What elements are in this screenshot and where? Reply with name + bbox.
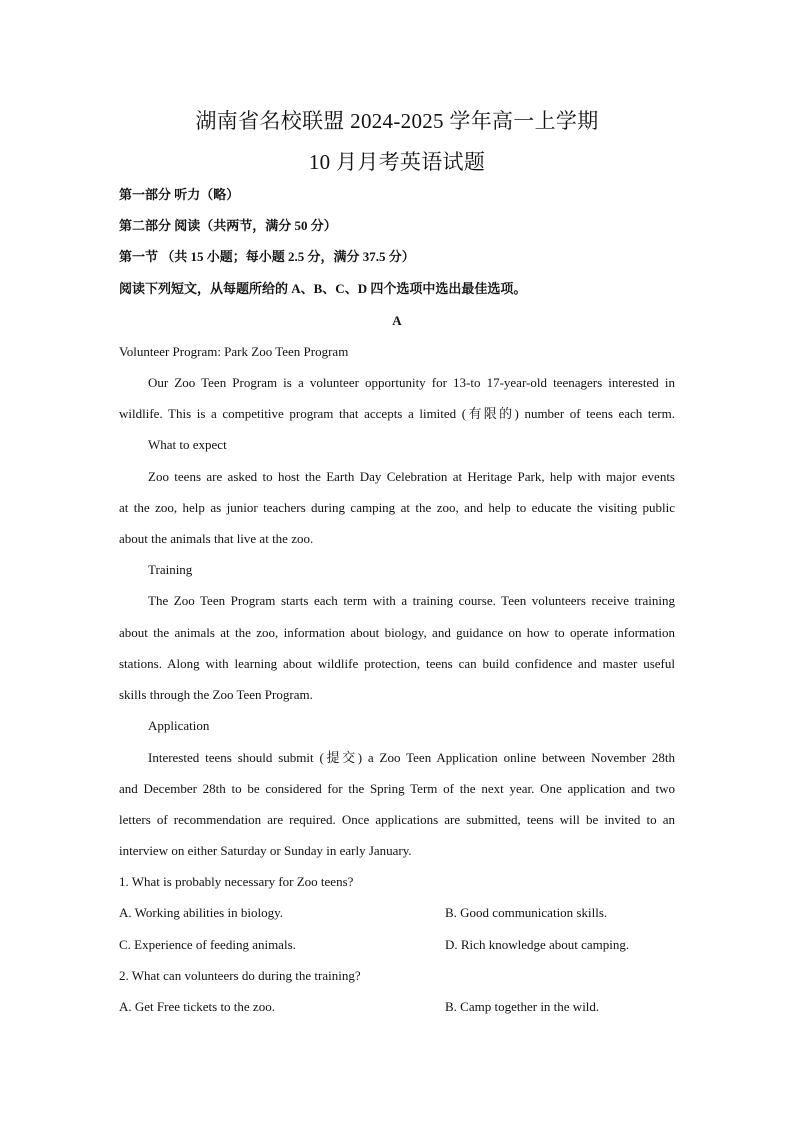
paragraph-line: stations. Along with learning about wildlife protection, teens can build confidence and master useful	[119, 656, 675, 671]
reading-instruction: 阅读下列短文，从每题所给的 A、B、C、D 四个选项中选出最佳选项。	[119, 281, 527, 296]
part2-heading: 第二部分 阅读（共两节，满分 50 分）	[119, 218, 337, 233]
question-1-stem: 1. What is probably necessary for Zoo teens?	[119, 874, 354, 889]
paragraph-line: about the animals that live at the zoo.	[119, 531, 314, 546]
part1-heading: 第一部分 听力（略）	[119, 187, 240, 202]
section1-heading: 第一节 （共 15 小题；每小题 2.5 分，满分 37.5 分）	[119, 249, 415, 264]
question-1-option-b: B. Good communication skills.	[445, 905, 608, 920]
question-2-stem: 2. What can volunteers do during the training?	[119, 968, 361, 983]
paragraph-line: wildlife. This is a competitive program that accepts a limited (有限的) number of teens each term.	[119, 406, 675, 421]
paragraph-line: and December 28th to be considered for the Spring Term of the next year. One application and two	[119, 781, 675, 796]
exam-title-line2: 10 月月考英语试题	[308, 150, 486, 174]
paragraph-line: at the zoo, help as junior teachers during camping at the zoo, and help to educate the visiting public	[119, 500, 675, 515]
subheading-application: Application	[148, 718, 210, 733]
exam-title-line1: 湖南省名校联盟 2024-2025 学年高一上学期	[195, 109, 599, 133]
subheading-training: Training	[148, 562, 193, 577]
paragraph-line: Zoo teens are asked to host the Earth Day Celebration at Heritage Park, help with major events	[148, 469, 675, 484]
question-1-option-d: D. Rich knowledge about camping.	[445, 937, 630, 952]
question-2-option-a: A. Get Free tickets to the zoo.	[119, 999, 275, 1014]
paragraph-line: interview on either Saturday or Sunday in early January.	[119, 843, 412, 858]
question-1-option-a: A. Working abilities in biology.	[119, 905, 283, 920]
passage-label: A	[392, 313, 402, 328]
paragraph-line: letters of recommendation are required. Once applications are submitted, teens will be invited to an	[119, 812, 675, 827]
subheading-what-to-expect: What to expect	[148, 437, 227, 452]
paragraph-line: skills through the Zoo Teen Program.	[119, 687, 313, 702]
question-1-option-c: C. Experience of feeding animals.	[119, 937, 296, 952]
paragraph-line: Interested teens should submit (提交) a Zoo Teen Application online between November 28th	[148, 750, 675, 765]
paragraph-line: Our Zoo Teen Program is a volunteer opportunity for 13-to 17-year-old teenagers interested in	[148, 375, 675, 390]
paragraph-line: The Zoo Teen Program starts each term with a training course. Teen volunteers receive training	[148, 593, 675, 608]
question-2-option-b: B. Camp together in the wild.	[445, 999, 600, 1014]
paragraph-line: about the animals at the zoo, information about biology, and guidance on how to operate information	[119, 625, 675, 640]
passage-heading: Volunteer Program: Park Zoo Teen Program	[119, 344, 349, 359]
